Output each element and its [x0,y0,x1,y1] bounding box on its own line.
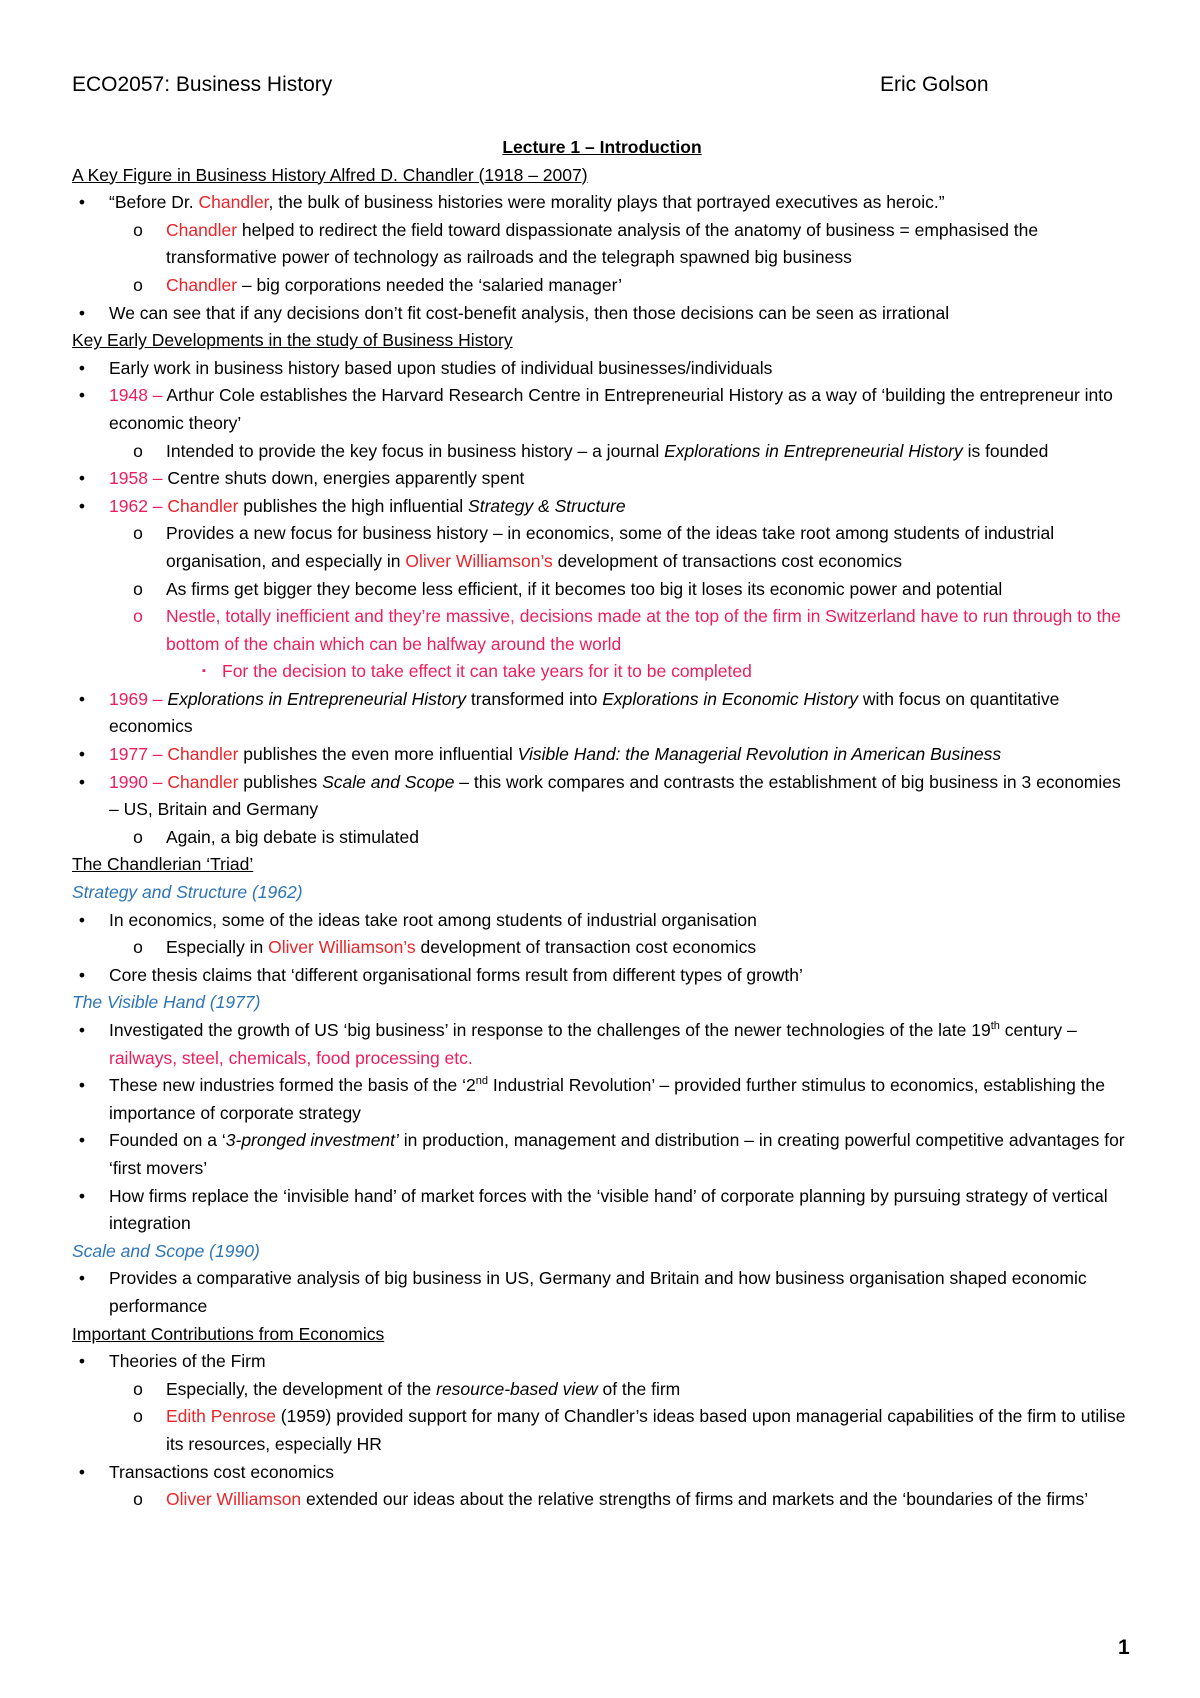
bullet-item [72,1403,1132,1458]
text-run: Chandler [167,744,239,765]
text-run: Strategy & Structure [468,495,626,516]
text-run: Core thesis claims that ‘different organisational forms result from different types of growth’ [109,964,803,985]
page-number: 1 [1118,1636,1130,1659]
text-run: publishes the high influential [238,495,469,516]
section-heading [72,851,1132,879]
line-text [166,937,756,957]
text-run: Chandler [166,219,238,240]
text-run: A Key Figure in Business History Alfred D. Chandler (1918 – 2007) [72,164,588,185]
bullet-item [72,520,1132,575]
text-run: Chandler [198,192,269,213]
line-text [166,275,622,295]
bullet-icon: • [78,192,86,213]
bullet-item [72,962,1132,990]
text-run: development of transactions cost economics [552,550,903,571]
line-text [166,1489,1088,1509]
bullet-icon: • [78,1075,86,1096]
line-text [222,661,752,681]
bullet-icon: o [133,578,143,599]
line-text [109,744,1001,764]
line-text [109,303,949,323]
section-heading [72,327,1132,355]
text-run: 1977 – [109,744,163,765]
bullet-icon: ▪ [202,665,206,678]
text-run: How firms replace the ‘invisible hand’ of market forces with the ‘visible hand’ of corporate planning by pursuing strategy of vertical integration [109,1185,1108,1234]
text-run: Especially, the development of the [166,1378,437,1399]
text-run: Explorations in Entrepreneurial History [664,440,963,461]
text-run: We can see that if any decisions don’t fit cost-benefit analysis, then those decisions can be seen as irrational [109,302,950,323]
text-run: resource-based view [436,1378,598,1399]
bullet-item [72,465,1132,493]
bullet-item [72,272,1132,300]
text-run: railways, steel, chemicals, food processing etc. [109,1047,473,1068]
line-text [109,910,757,930]
text-run: nd [475,1075,488,1088]
text-run: Strategy and Structure (1962) [72,882,303,903]
page-title: Lecture 1 – Introduction [502,137,702,157]
text-run: 1962 – [109,495,163,516]
line-text [109,385,1113,433]
line-text [166,1379,680,1399]
line-text [109,358,772,378]
text-run: extended our ideas about the relative strengths of firms and markets and the ‘boundaries of the firms’ [301,1489,1089,1510]
bullet-item [72,934,1132,962]
text-run: century – [999,1020,1077,1040]
bullet-icon: • [78,1020,86,1040]
bullet-item [72,217,1132,272]
bullet-icon: • [78,964,86,985]
author-name: Eric Golson [880,73,989,96]
text-run: in production, management and distribution – in creating powerful competitive advantages for ‘first movers’ [109,1130,1125,1178]
text-run: Theories of the Firm [109,1351,266,1372]
line-text [166,220,1038,268]
bullet-item [72,603,1132,658]
bullet-icon: • [78,744,86,765]
text-run: th [990,1020,1000,1033]
line-text [72,330,513,350]
bullet-icon: • [78,302,86,323]
course-title: ECO2057: Business History [72,73,333,96]
subsection-heading [72,989,1132,1017]
bullet-icon: • [78,357,86,378]
bullet-item [72,1017,1132,1072]
bullet-item [72,658,1132,686]
bullet-item [72,741,1132,769]
text-run: , the bulk of business histories were morality plays that portrayed executives as heroic.” [268,192,945,213]
text-run: Chandler [167,771,239,792]
line-text [72,992,260,1012]
line-text [109,1186,1108,1234]
line-text [109,1020,1077,1068]
text-run: Important Contributions from Economics [72,1323,385,1344]
bullet-item [72,1072,1132,1127]
text-run: Explorations in Economic History [602,688,858,709]
bullet-icon: • [78,385,86,406]
line-text [109,192,945,212]
line-text [109,772,1121,820]
bullet-icon: o [133,274,143,295]
bullet-icon: o [133,219,143,240]
bullet-icon: • [78,1461,86,1482]
line-text [166,606,1121,654]
bullet-icon: • [78,771,86,792]
text-run: Especially in [166,937,269,958]
text-run: Chandler [166,274,238,295]
bullet-icon: • [78,688,86,709]
section-heading [72,1321,1132,1349]
line-text [166,441,1048,461]
text-run: For the decision to take effect it can take years for it to be completed [222,661,752,682]
text-run: publishes the even more influential [238,744,518,765]
line-text [109,1075,1105,1123]
subsection-heading [72,879,1132,907]
line-text [109,496,626,516]
text-run: As firms get bigger they become less efficient, if it becomes too big it loses its economic power and potential [166,578,1003,599]
bullet-icon: o [133,606,143,627]
text-run: with focus on quantitative economics [109,688,1060,737]
line-text [109,965,803,985]
bullet-item [72,355,1132,383]
line-text [72,854,253,874]
text-run: Provides a new focus for business history – in economics, some of the ideas take root among students of industrial organisation, and especially in [166,523,1055,571]
bullet-item [72,1348,1132,1376]
bullet-icon: o [133,440,143,461]
bullet-icon: • [78,1130,86,1151]
text-run: Key Early Developments in the study of Business History [72,330,513,351]
line-text [166,827,419,847]
bullet-item [72,493,1132,521]
text-run: Investigated the growth of US ‘big business’ in response to the challenges of the newer technologies of the late 19 [109,1020,991,1040]
text-run: (1959) provided support for many of Chandler’s ideas based upon managerial capabilities of the firm to utilise its resources, especially HR [166,1406,1126,1454]
text-run: Visible Hand: the Managerial Revolution in American Business [517,744,1002,765]
bullet-icon: • [78,495,86,516]
text-run: – big corporations needed the ‘salaried manager’ [237,274,622,295]
bullet-item [72,907,1132,935]
bullet-icon: • [78,1268,86,1289]
line-text [109,1268,1087,1316]
line-text [109,689,1059,737]
bullet-item [72,1459,1132,1487]
text-run: Industrial Revolution’ – provided further stimulus to economics, establishing the importance of corporate strategy [109,1075,1106,1123]
bullet-item [72,769,1132,824]
line-text [166,523,1054,571]
subsection-heading [72,1238,1132,1266]
text-run: Explorations in Entrepreneurial History [167,688,467,709]
bullet-item [72,686,1132,741]
text-run: publishes [238,771,323,792]
text-run: 1948 – [109,385,163,406]
bullet-icon: o [133,1489,143,1510]
document-body [72,134,1132,1514]
bullet-item [72,824,1132,852]
text-run: The Visible Hand (1977) [72,992,261,1013]
text-run: Nestle, totally inefficient and they’re massive, decisions made at the top of the firm in Switzerland have to run through to the bottom of the chain which can be halfway around the world [166,606,1121,654]
text-run: Oliver Williamson’s [268,937,416,958]
line-text [109,1351,266,1371]
bullet-item [72,189,1132,217]
text-run: Again, a big debate is stimulated [166,826,419,847]
text-run: Early work in business history based upon studies of individual businesses/individuals [109,357,773,378]
text-run: 3-pronged investment’ [225,1130,399,1151]
text-run: Scale and Scope [322,771,455,792]
text-run: Founded on a ‘ [109,1130,226,1151]
bullet-icon: • [78,1351,86,1372]
text-run: development of transaction cost economics [415,937,757,958]
line-text [72,882,303,902]
line-text [109,1130,1125,1178]
line-text [166,1406,1126,1454]
text-run: of the firm [597,1378,681,1399]
bullet-icon: • [78,909,86,930]
bullet-item [72,1183,1132,1238]
line-text [72,1324,384,1344]
text-run: transformed into [466,688,603,709]
text-run: Edith Penrose [166,1406,276,1427]
bullet-icon: o [133,826,143,847]
text-run: Chandler [167,495,239,516]
lecture-notes [72,162,1132,1514]
line-text [109,1462,334,1482]
line-text [72,1241,260,1261]
text-run: Provides a comparative analysis of big business in US, Germany and Britain and how business organisation shaped economic performance [109,1268,1087,1316]
text-run: The Chandlerian ‘Triad’ [72,854,254,875]
text-run: Oliver Williamson [166,1489,302,1510]
bullet-item [72,1265,1132,1320]
line-text [109,468,524,488]
bullet-item [72,576,1132,604]
bullet-icon: o [133,523,143,544]
text-run: Transactions cost economics [109,1461,334,1482]
text-run: Intended to provide the key focus in business history – a journal [166,440,665,461]
text-run: These new industries formed the basis of the ‘2 [109,1075,476,1096]
text-run: Centre shuts down, energies apparently spent [162,468,525,489]
text-run: helped to redirect the field toward dispassionate analysis of the anatomy of business = emphasised the transformative power of technology as railroads and the telegraph spawned big business [166,219,1039,268]
text-run: In economics, some of the ideas take root among students of industrial organisation [109,909,757,930]
text-run: Oliver Williamson’s [405,550,553,571]
bullet-item [72,1486,1132,1514]
text-run: Arthur Cole establishes the Harvard Research Centre in Entrepreneurial History as a way of ‘building the entrepreneur into economic theory’ [109,385,1113,433]
text-run: 1969 – [109,688,163,709]
text-run: – this work compares and contrasts the establishment of big business in 3 economies – US, Britain and Germany [109,771,1121,820]
bullet-item [72,300,1132,328]
bullet-icon: • [78,1185,86,1206]
bullet-icon: o [133,1406,143,1427]
bullet-icon: o [133,1378,143,1399]
bullet-item [72,1127,1132,1182]
line-text [72,165,588,185]
bullet-item [72,1376,1132,1404]
line-text [166,579,1002,599]
text-run: “Before Dr. [109,192,199,213]
text-run: 1958 – [109,468,163,489]
bullet-item [72,382,1132,437]
text-run: is founded [962,440,1049,461]
section-heading [72,162,1132,190]
bullet-icon: o [133,937,143,958]
text-run: Scale and Scope (1990) [72,1240,260,1261]
text-run: 1990 – [109,771,163,792]
bullet-icon: • [78,468,86,489]
bullet-item [72,438,1132,466]
